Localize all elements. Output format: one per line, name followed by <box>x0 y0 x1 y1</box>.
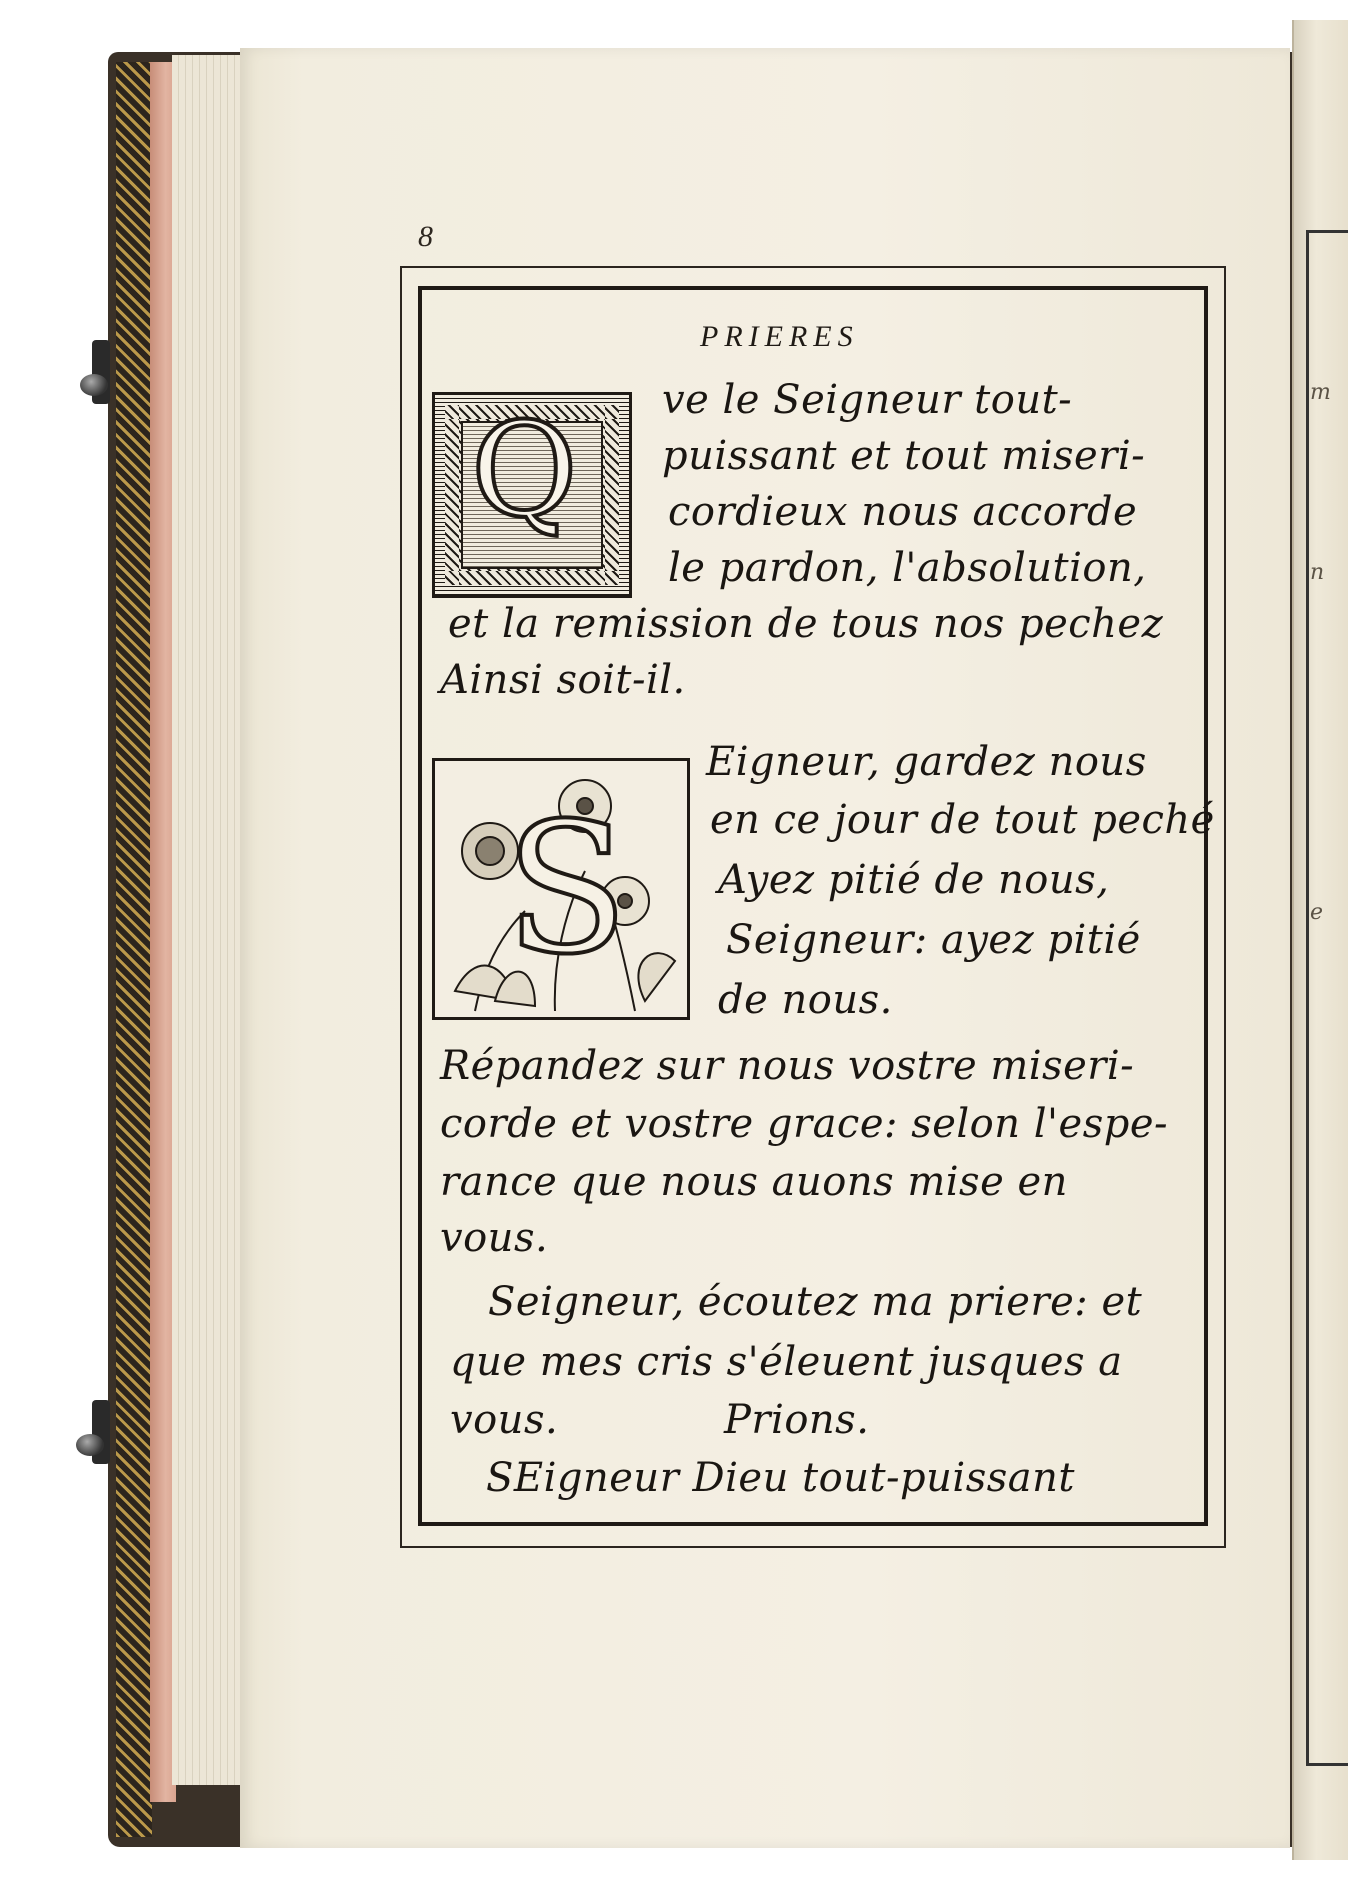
text-line: et la remission de tous nos pechez <box>448 601 1164 647</box>
initial-s-letter: S <box>505 785 629 994</box>
facing-page-frame <box>1306 230 1348 1766</box>
text-line: de nous. <box>718 977 893 1023</box>
clasp-knob-bottom <box>76 1434 104 1456</box>
text-line: SEigneur Dieu tout-puissant <box>486 1455 1075 1501</box>
text-line: Seigneur, écoutez ma priere: et <box>488 1279 1143 1325</box>
text-line: que mes cris s'éleuent jusques a <box>450 1339 1123 1385</box>
facing-page-text: e <box>1310 900 1324 925</box>
text-line: puissant et tout miseri- <box>662 433 1146 479</box>
floral-initial-art <box>435 761 687 1017</box>
text-line: Répandez sur nous vostre miseri- <box>440 1043 1135 1089</box>
text-line: corde et vostre grace: selon l'espe- <box>440 1101 1169 1147</box>
page-leaves-stack <box>172 55 242 1785</box>
text-line: vous. <box>450 1397 559 1443</box>
text-line: Eigneur, gardez nous <box>706 739 1147 785</box>
decorated-initial-q <box>432 392 632 598</box>
text-line: ve le Seigneur tout- <box>662 377 1073 423</box>
facing-page-text: m <box>1310 380 1331 405</box>
text-line: en ce jour de tout peché <box>710 797 1215 843</box>
text-line: Ayez pitié de nous, <box>718 857 1110 903</box>
text-line: cordieux nous accorde <box>668 489 1138 535</box>
text-line: vous. <box>440 1215 549 1261</box>
gilt-spine-border <box>116 62 152 1837</box>
text-line: Seigneur: ayez pitié <box>726 917 1141 963</box>
running-header: PRIERES <box>700 320 859 353</box>
text-line: rance que nous auons mise en <box>440 1159 1068 1205</box>
page-number: 8 <box>418 220 433 253</box>
initial-q-letter: Q <box>471 394 578 546</box>
facing-page-text: n <box>1310 560 1325 585</box>
text-line: Ainsi soit-il. <box>440 657 686 703</box>
text-line: le pardon, l'absolution, <box>668 545 1147 591</box>
decorated-initial-s <box>432 758 690 1020</box>
text-line: Prions. <box>724 1397 870 1443</box>
clasp-knob-top <box>80 374 108 396</box>
